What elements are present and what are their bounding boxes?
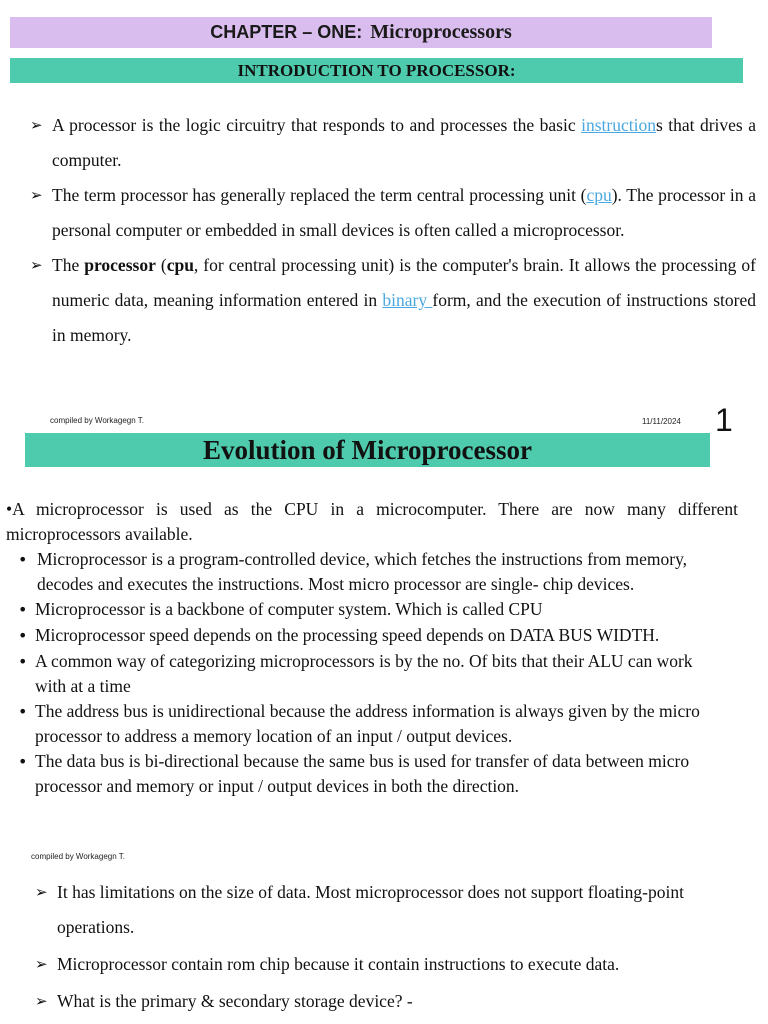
footer-author-2: compiled by Workagegn T. bbox=[31, 852, 125, 861]
list-item: • Microprocessor speed depends on the processing speed depends on DATA BUS WIDTH. bbox=[18, 623, 728, 648]
arrow-bullet-icon: ➢ bbox=[30, 186, 43, 204]
evolution-heading: Evolution of Microprocessor bbox=[25, 433, 710, 467]
binary-link[interactable]: binary bbox=[382, 290, 433, 310]
dot-bullet-icon: • bbox=[18, 550, 28, 569]
cpu-link[interactable]: cpu bbox=[586, 185, 612, 205]
list-item: ➢ It has limitations on the size of data. Most microprocessor does not support floating-point operations. bbox=[35, 875, 747, 945]
list-item: ➢ A processor is the logic circuitry that responds to and processes the basic instructions that drives a computer. bbox=[30, 108, 756, 178]
instruction-link[interactable]: instruction bbox=[581, 115, 656, 135]
list-item: ➢ The processor (cpu, for central processing unit) is the computer's brain. It allows the processing of numeric data, meaning information entered in binary form, and the execution of instructions stored in memory. bbox=[30, 248, 756, 353]
dot-bullet-icon: • bbox=[18, 600, 28, 619]
slide3-bullet-list bbox=[35, 875, 747, 1019]
footer-date: 11/11/2024 bbox=[642, 417, 681, 426]
slide1-bullet-list bbox=[30, 108, 756, 353]
list-item: ➢ What is the primary & secondary storage device? - bbox=[35, 984, 747, 1019]
list-item: ➢ The term processor has generally replaced the term central processing unit (cpu). The processor in a personal computer or embedded in small devices is often called a microprocessor. bbox=[30, 178, 756, 248]
dot-bullet-icon: • bbox=[18, 626, 28, 645]
bold-cpu: cpu bbox=[166, 255, 194, 275]
list-item: ➢ Microprocessor contain rom chip because it contain instructions to execute data. bbox=[35, 947, 747, 982]
list-item: • The address bus is unidirectional because the address information is always given by the micro processor to address a memory location of an input / output devices. bbox=[18, 701, 700, 746]
page-number: 1 bbox=[715, 402, 733, 438]
list-item: • Microprocessor is a program-controlled device, which fetches the instructions from memory, decodes and executes the instructions. Most micro processor are single- chip devices. bbox=[18, 549, 688, 594]
arrow-bullet-icon: ➢ bbox=[35, 992, 48, 1010]
arrow-bullet-icon: ➢ bbox=[30, 256, 43, 274]
arrow-bullet-icon: ➢ bbox=[35, 883, 48, 901]
dot-bullet-icon: • bbox=[18, 652, 28, 671]
arrow-bullet-icon: ➢ bbox=[35, 955, 48, 973]
intro-heading: INTRODUCTION TO PROCESSOR: bbox=[10, 58, 743, 83]
footer-author: compiled by Workagegn T. bbox=[50, 416, 144, 425]
list-item: • The data bus is bi-directional because the same bus is used for transfer of data between micro processor and memory or input / output devices in both the direction. bbox=[18, 751, 690, 796]
evolution-lead: •A microprocessor is used as the CPU in a microcomputer. There are now many different microprocessors available. bbox=[6, 499, 738, 544]
dot-bullet-icon: • bbox=[18, 752, 28, 771]
list-item: • Microprocessor is a backbone of computer system. Which is called CPU bbox=[18, 597, 728, 622]
arrow-bullet-icon: ➢ bbox=[30, 116, 43, 134]
slide2-bullet-list bbox=[18, 547, 728, 799]
chapter-title: Microprocessors bbox=[370, 21, 512, 43]
bold-processor: processor bbox=[84, 255, 156, 275]
chapter-label: CHAPTER – ONE: bbox=[210, 22, 363, 42]
list-item: • A common way of categorizing microprocessors is by the no. Of bits that their ALU can work with at a time bbox=[18, 651, 693, 696]
dot-bullet-icon: • bbox=[18, 702, 28, 721]
chapter-title-bar bbox=[10, 17, 712, 48]
